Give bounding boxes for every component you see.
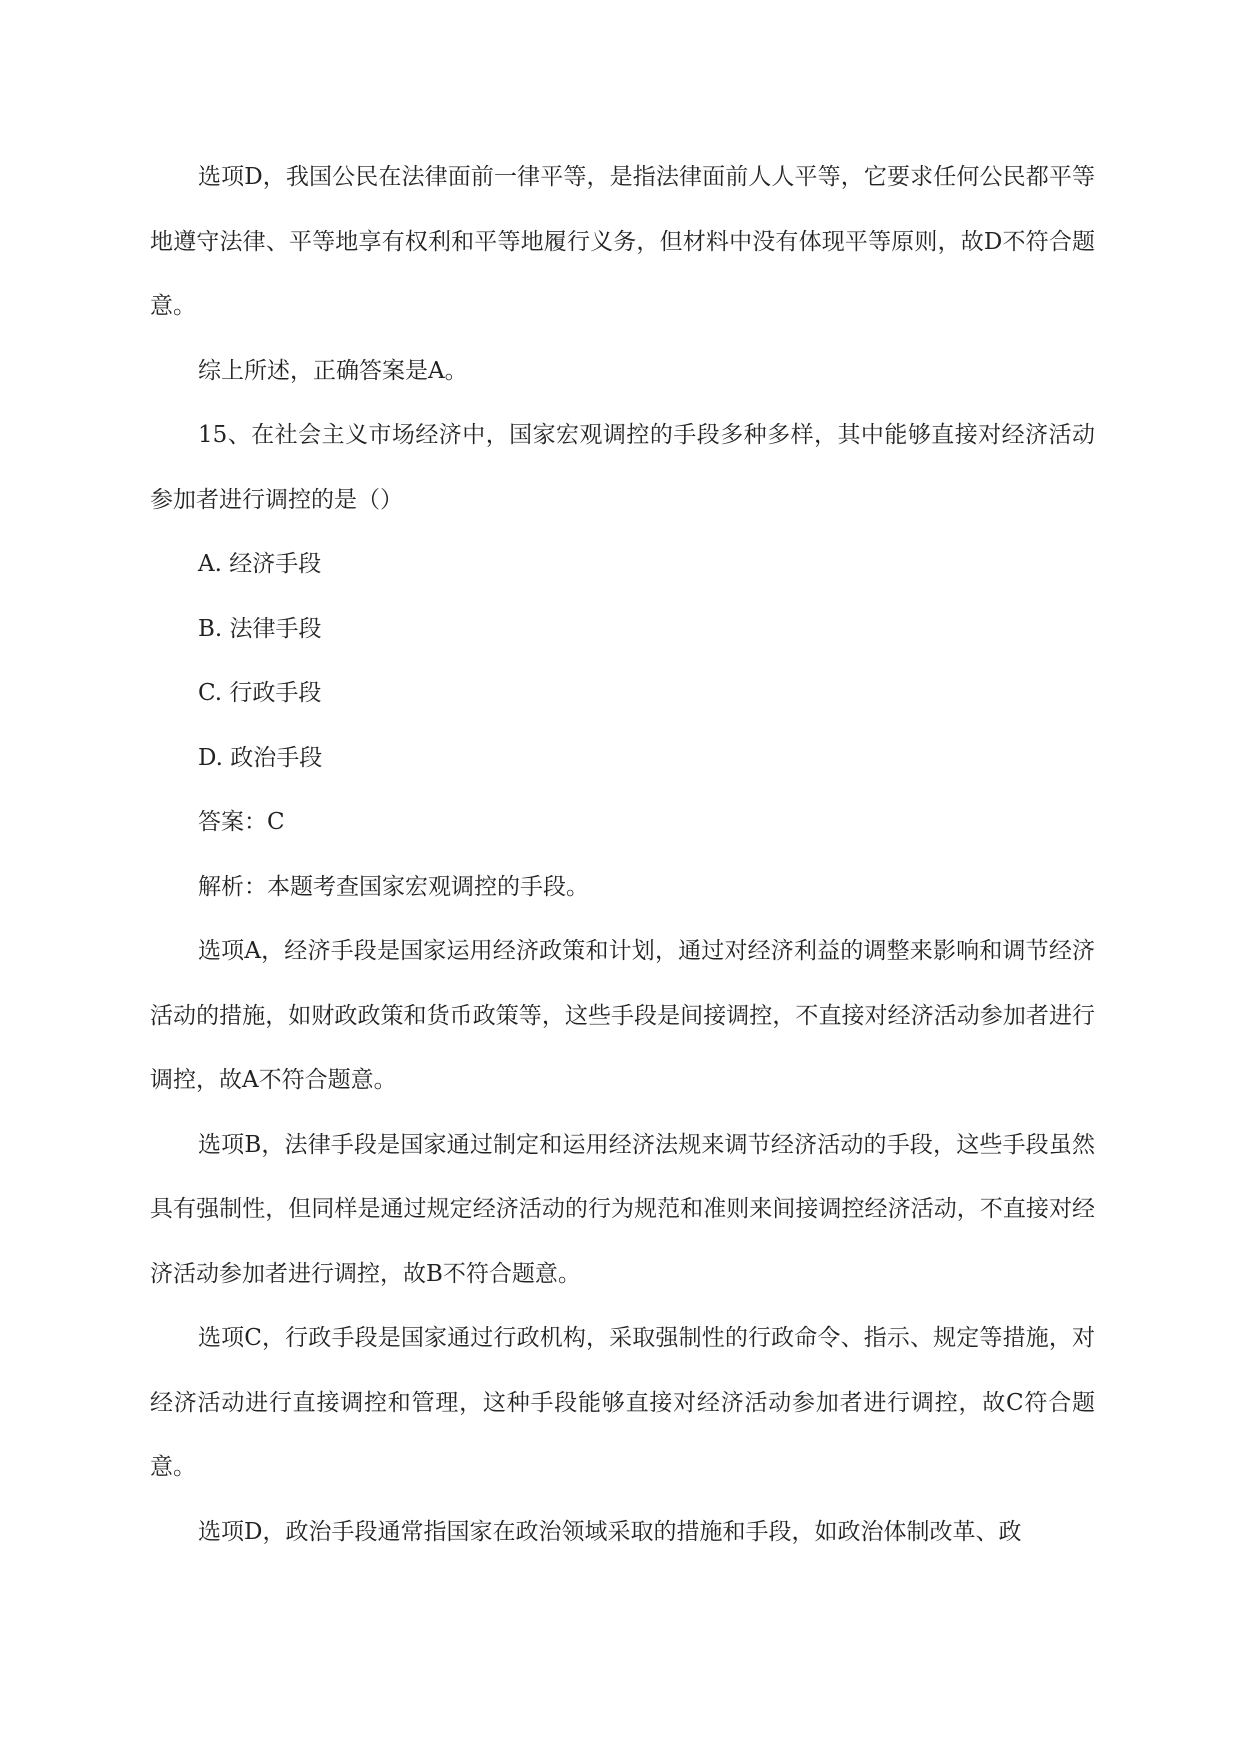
document-page (150, 145, 1095, 1564)
analysis-option-a: 选项A，经济手段是国家运用经济政策和计划，通过对经济利益的调整来影响和调节经济活动的措施，如财政政策和货币政策等，这些手段是间接调控，不直接对经济活动参加者进行调控，故A不符合题意。 (150, 938, 1095, 1093)
option-b: B. 法律手段 (198, 615, 322, 642)
analysis-option-d: 选项D，政治手段通常指国家在政治领域采取的措施和手段，如政治体制改革、政 (198, 1518, 1022, 1545)
question-15-stem: 15、在社会主义市场经济中，国家宏观调控的手段多种多样，其中能够直接对经济活动参加者进行调控的是（） (150, 422, 1095, 513)
option-a: A. 经济手段 (198, 551, 322, 577)
paragraph-option-d-explanation: 选项D，我国公民在法律面前一律平等，是指法律面前人人平等，它要求任何公民都平等地遵守法律、平等地享有权利和平等地履行义务，但材料中没有体现平等原则，故D不符合题意。 (150, 164, 1095, 319)
analysis-option-b: 选项B，法律手段是国家通过制定和运用经济法规来调节经济活动的手段，这些手段虽然具有强制性，但同样是通过规定经济活动的行为规范和准则来间接调控经济活动，不直接对经济活动参加者进行调控，故B不符合题意。 (150, 1131, 1095, 1287)
option-d: D. 政治手段 (198, 744, 323, 771)
analysis-option-c: 选项C，行政手段是国家通过行政机构，采取强制性的行政命令、指示、规定等措施，对经济活动进行直接调控和管理，这种手段能够直接对经济活动参加者进行调控，故C符合题意。 (150, 1325, 1095, 1480)
answer-line: 答案：C (198, 809, 285, 835)
option-c: C. 行政手段 (198, 680, 322, 706)
paragraph-summary-answer: 综上所述，正确答案是A。 (198, 357, 468, 384)
analysis-intro: 解析：本题考查国家宏观调控的手段。 (198, 873, 589, 900)
